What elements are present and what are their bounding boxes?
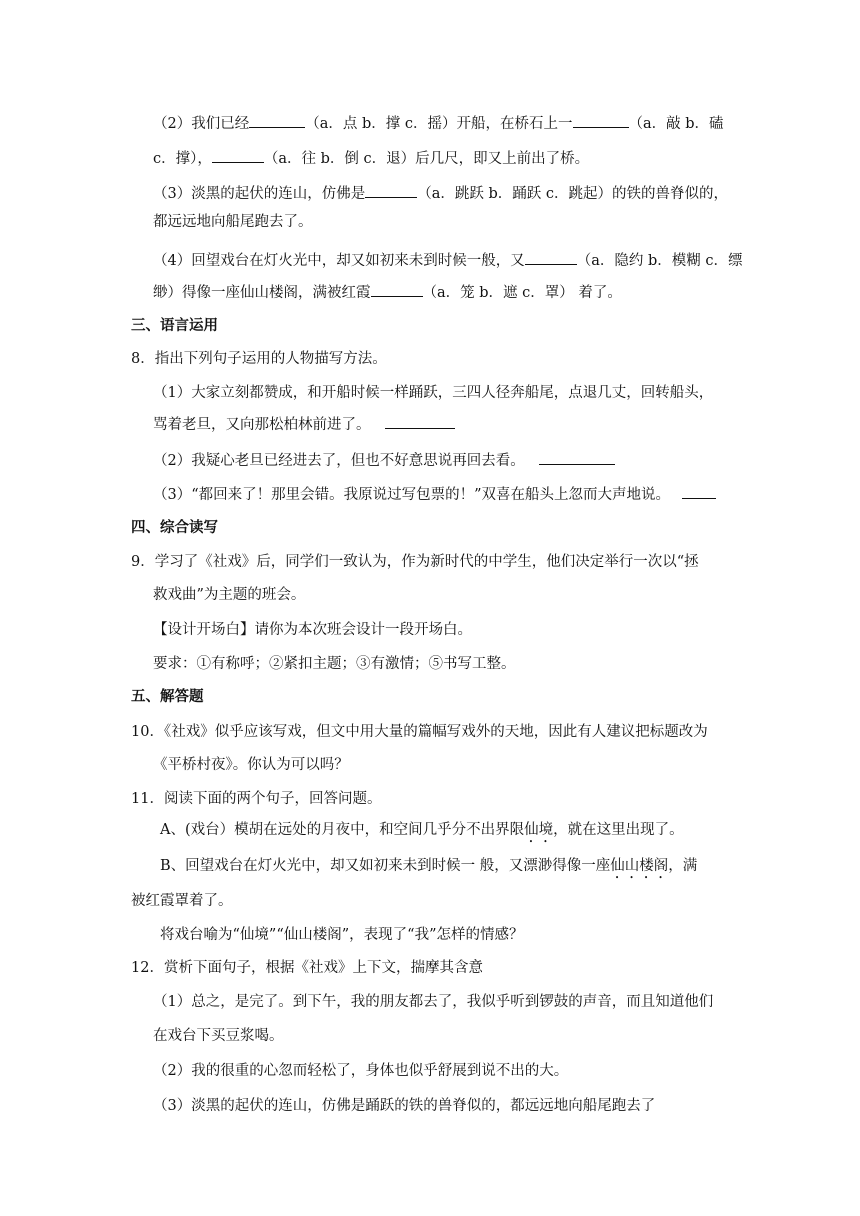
q8-sentence-3 [153, 484, 716, 505]
q8-sentence-3-text: （3）“都回来了！那里会错。我原说过写包票的！”双喜在船头上忽而大声地说。 [153, 487, 671, 503]
q7-item-2-line2 [153, 148, 589, 169]
q8-sentence-1-text: 骂着老旦，又向那松柏林前进了。 [153, 417, 371, 433]
q7-item-4-line1 [153, 250, 743, 271]
answer-blank[interactable] [365, 183, 417, 198]
q11-sentence-b-cont: 被红霞罩着了。 [131, 893, 233, 909]
q9-requirements: 要求：①有称呼；②紧扣主题；③有激情；⑤书写工整。 [153, 656, 516, 672]
q9-stem-line1: 9．学习了《社戏》后，同学们一致认为，作为新时代的中学生，他们决定举行一次以“拯 [131, 554, 699, 570]
q9-design-prompt: 【设计开场白】请你为本次班会设计一段开场白。 [153, 622, 472, 638]
q11-sentence-a-text: A、(戏台）模胡在远处的月夜中，和空间几乎分不出界限 [160, 822, 525, 838]
answer-blank[interactable] [539, 450, 615, 465]
q8-sentence-1-line1: （1）大家立刻都赞成，和开船时候一样踊跃，三四人径奔船尾，点退几丈，回转船头， [153, 385, 714, 401]
q7-item-4-text-d: （a．笼 b．遮 c．罩） 着了。 [422, 285, 622, 301]
q11-emphasis-xianshanlouge: 仙山楼阁 [610, 858, 669, 874]
q12-sentence-1-line2: 在戏台下买豆浆喝。 [153, 1028, 284, 1044]
answer-blank[interactable] [212, 148, 264, 163]
q11-sentence-b-text: B、回望戏台在灯火光中，却又如初来未到时候一 般，又漂渺得像一座 [160, 858, 611, 874]
q7-item-3-text-b: （a．跳跃 b．踊跃 c．跳起）的铁的兽脊似的， [417, 186, 728, 202]
q7-item-4-text-b: （a．隐约 b．模糊 c．缥 [576, 253, 743, 269]
answer-blank[interactable] [682, 484, 716, 499]
q7-item-4-text-a: （4）回望戏台在灯火光中，却又如初来未到时候一般，又 [153, 253, 525, 269]
q7-item-2-line1 [153, 113, 724, 134]
q10-line1: 10．《社戏》似乎应该写戏，但文中用大量的篇幅写戏外的天地，因此有人建议把标题改为 [131, 724, 708, 740]
q10-line2: 《平桥村夜》。你认为可以吗？ [153, 757, 349, 773]
q7-item-2-text-a: （2）我们已经 [153, 116, 250, 132]
section-heading-5: 五、解答题 [131, 689, 204, 705]
q7-item-2-text-c: （a．敲 b．磕 [628, 116, 724, 132]
answer-blank[interactable] [385, 414, 455, 429]
q12-sentence-1-line1: （1）总之，是完了。到下午，我的朋友都去了，我似乎听到锣鼓的声音，而且知道他们 [153, 994, 714, 1010]
section-heading-3: 三、语言运用 [131, 318, 218, 334]
answer-blank[interactable] [525, 250, 577, 265]
q11-sentence-b [160, 856, 697, 882]
answer-blank[interactable] [573, 113, 629, 128]
q7-item-2-text-e: （a．往 b．倒 c．退）后几尺，即又上前出了桥。 [263, 151, 590, 167]
section-heading-4: 四、综合读写 [131, 520, 218, 536]
q11-emphasis-xianjing: 仙境 [524, 822, 554, 838]
q7-item-2-text-d: c．撑）， [153, 151, 212, 167]
q12-sentence-2: （2）我的很重的心忽而轻松了，身体也似乎舒展到说不出的大。 [153, 1063, 569, 1079]
answer-blank[interactable] [371, 282, 423, 297]
q12-stem: 12．赏析下面句子，根据《社戏》上下文，揣摩其含意 [131, 960, 483, 976]
q8-sentence-1-line2 [153, 414, 455, 435]
q11-sentence-b-end: ，满 [668, 858, 698, 874]
q11-question: 将戏台喻为“仙境”“仙山楼阁”，表现了“我”怎样的情感？ [160, 927, 524, 943]
q7-item-4-text-c: 缈）得像一座仙山楼阁，满被红霞 [153, 285, 371, 301]
q11-sentence-a-end: ，就在这里出现了。 [553, 822, 684, 838]
q8-sentence-2-text: （2）我疑心老旦已经进去了，但也不好意思说再回去看。 [153, 453, 525, 469]
q11-sentence-a [160, 820, 684, 846]
answer-blank[interactable] [249, 113, 305, 128]
q7-item-4-line2 [153, 282, 622, 303]
q8-stem: 8．指出下列句子运用的人物描写方法。 [131, 351, 387, 367]
q8-sentence-2 [153, 450, 615, 471]
q7-item-3-line1 [153, 183, 728, 204]
q7-item-3-line2: 都远远地向船尾跑去了。 [153, 214, 313, 230]
q11-stem: 11．阅读下面的两个句子，回答问题。 [131, 791, 382, 807]
q12-sentence-3: （3）淡黑的起伏的连山，仿佛是踊跃的铁的兽脊似的，都远远地向船尾跑去了 [153, 1098, 656, 1114]
q7-item-3-text-a: （3）淡黑的起伏的连山，仿佛是 [153, 186, 366, 202]
q9-stem-line2: 救戏曲”为主题的班会。 [153, 587, 306, 603]
q7-item-2-text-b: （a．点 b．撑 c．摇）开船，在桥石上一 [305, 116, 573, 132]
